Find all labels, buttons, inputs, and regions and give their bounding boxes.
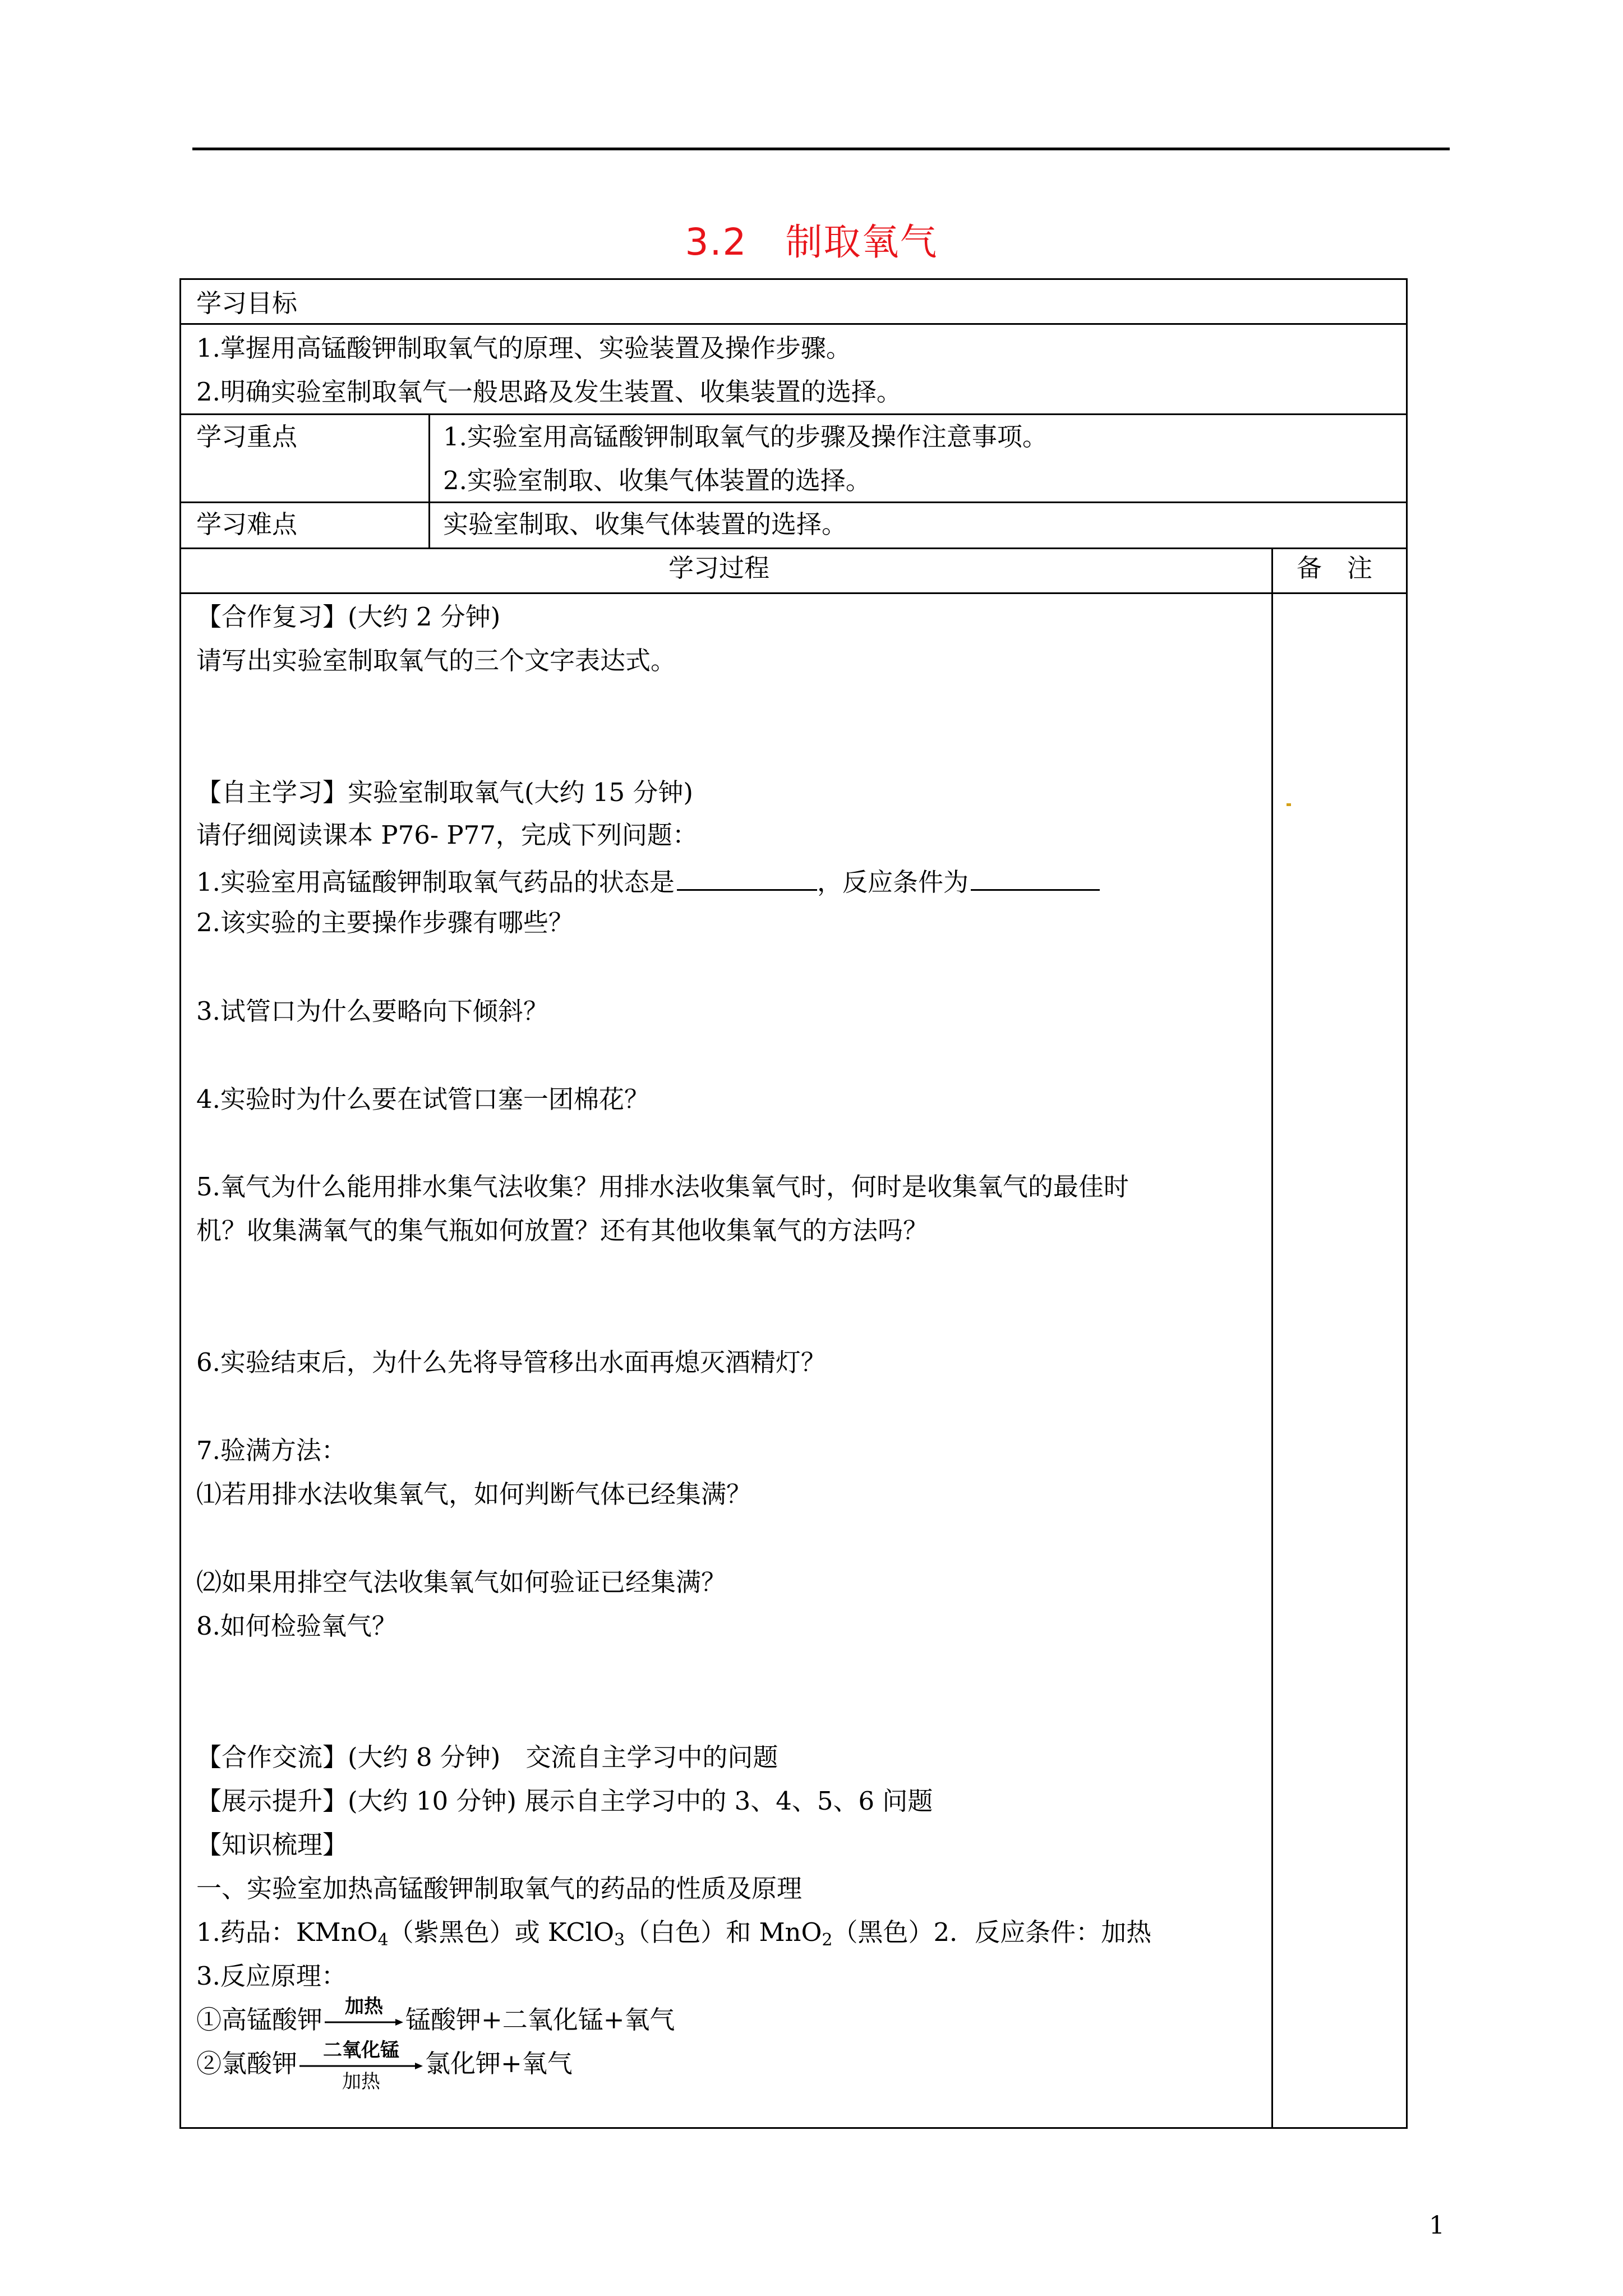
process-header: 学习过程 xyxy=(668,553,770,583)
drugs-text: （白色）和 MnO xyxy=(625,1917,822,1947)
row-divider xyxy=(181,501,1406,503)
drugs-text: （紫黑色）或 KClO xyxy=(388,1917,615,1947)
answer-blank xyxy=(677,867,817,891)
subscript: 4 xyxy=(377,1930,389,1950)
self-study-intro: 请仔细阅读课本 P76- P77，完成下列问题： xyxy=(196,820,698,850)
focus-item: 1.实验室用高锰酸钾制取氧气的步骤及操作注意事项。 xyxy=(443,422,1048,452)
question-4: 4.实验时为什么要在试管口塞一团棉花？ xyxy=(196,1084,649,1114)
arrow-icon xyxy=(325,2018,403,2026)
exchange-section: 【合作交流】(大约 8 分钟) 交流自主学习中的问题 xyxy=(196,1742,778,1772)
focus-item: 2.实验室制取、收集气体装置的选择。 xyxy=(443,466,871,495)
products: 氯化钾+氧气 xyxy=(425,2049,573,2078)
display-section: 【展示提升】(大约 10 分钟) 展示自主学习中的 3、4、5、6 问题 xyxy=(196,1786,933,1816)
drugs-text: （黑色）2．反应条件：加热 xyxy=(832,1917,1152,1947)
row-divider xyxy=(181,323,1406,325)
row-divider xyxy=(181,413,1406,415)
difficulty-header: 学习难点 xyxy=(196,509,298,539)
page-number: 1 xyxy=(1429,2211,1445,2240)
difficulty-text: 实验室制取、收集气体装置的选择。 xyxy=(443,509,847,539)
reactant: ①高锰酸钾 xyxy=(196,2005,323,2035)
document-title: 3.2 制取氧气 xyxy=(685,220,938,264)
question-7-1: ⑴若用排水法收集氧气，如何判断气体已经集满？ xyxy=(196,1479,752,1509)
subscript: 3 xyxy=(614,1930,625,1950)
arrow-icon xyxy=(299,2062,423,2070)
question-5-line-2: 机？收集满氧气的集气瓶如何放置？还有其他收集氧气的方法吗？ xyxy=(196,1216,929,1245)
question-6: 6.实验结束后，为什么先将导管移出水面再熄灭酒精灯？ xyxy=(196,1347,826,1377)
column-divider xyxy=(428,413,430,549)
review-prompt: 请写出实验室制取氧气的三个文字表达式。 xyxy=(196,646,676,675)
question-5-line-1: 5.氧气为什么能用排水集气法收集？用排水法收集氧气时，何时是收集氧气的最佳时 xyxy=(196,1172,1129,1202)
row-divider xyxy=(181,592,1406,594)
question-1-part-a: 1.实验室用高锰酸钾制取氧气药品的状态是 xyxy=(196,867,675,897)
reaction-2 xyxy=(196,2039,573,2093)
subscript: 2 xyxy=(822,1930,833,1950)
self-study-title: 【自主学习】实验室制取氧气(大约 15 分钟) xyxy=(196,777,693,807)
drugs-line xyxy=(196,1917,1152,1950)
knowledge-section-1: 一、实验室加热高锰酸钾制取氧气的药品的性质及原理 xyxy=(196,1874,803,1903)
arrow-condition: 二氧化锰 xyxy=(323,2039,400,2062)
header-rule xyxy=(192,148,1450,150)
question-1 xyxy=(196,867,1100,895)
question-7: 7.验满方法： xyxy=(196,1435,347,1465)
goals-header: 学习目标 xyxy=(196,288,298,318)
reaction-1 xyxy=(196,1995,675,2035)
products: 锰酸钾+二氧化锰+氧气 xyxy=(405,2005,675,2035)
reaction-arrow xyxy=(299,2039,423,2093)
drugs-label: 1.药品：KMnO xyxy=(196,1917,378,1947)
question-3: 3.试管口为什么要略向下倾斜？ xyxy=(196,996,548,1026)
focus-header: 学习重点 xyxy=(196,422,298,452)
answer-blank xyxy=(971,867,1100,891)
question-1-part-b: ，反应条件为 xyxy=(817,867,969,897)
arrow-condition: 加热 xyxy=(345,1995,384,2018)
question-7-2: ⑵如果用排空气法收集氧气如何验证已经集满？ xyxy=(196,1567,727,1597)
notes-column-divider xyxy=(1271,547,1273,2129)
question-8: 8.如何检验氧气？ xyxy=(196,1611,397,1641)
goal-item: 2.明确实验室制取氧气一般思路及发生装置、收集装置的选择。 xyxy=(196,377,902,407)
stray-mark xyxy=(1287,803,1291,806)
reactant: ②氯酸钾 xyxy=(196,2049,298,2078)
study-table xyxy=(179,278,1408,2129)
knowledge-title: 【知识梳理】 xyxy=(196,1830,348,1860)
reaction-arrow xyxy=(325,1995,403,2026)
review-title: 【合作复习】(大约 2 分钟) xyxy=(196,602,501,632)
goal-item: 1.掌握用高锰酸钾制取氧气的原理、实验装置及操作步骤。 xyxy=(196,333,851,363)
notes-header: 备 注 xyxy=(1297,553,1373,583)
question-2: 2.该实验的主要操作步骤有哪些？ xyxy=(196,908,574,937)
row-divider xyxy=(181,547,1406,549)
principle-label: 3.反应原理： xyxy=(196,1961,347,1991)
arrow-condition: 加热 xyxy=(342,2070,381,2093)
